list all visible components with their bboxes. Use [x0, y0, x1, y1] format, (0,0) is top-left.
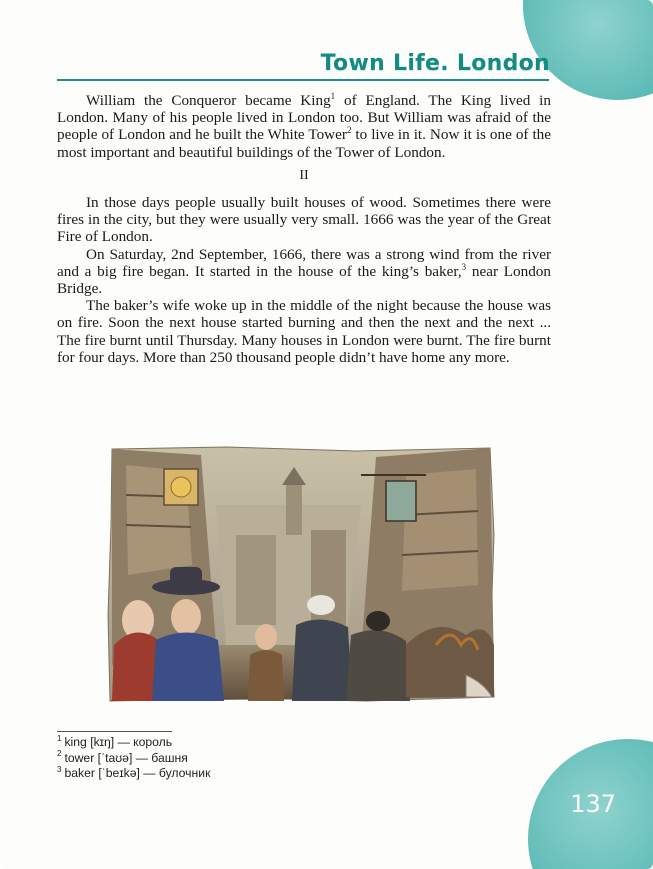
paragraph-3: [57, 246, 551, 298]
paragraph-3-text-b: near London Bridge.: [57, 262, 551, 298]
footnote-1: [57, 735, 210, 751]
page-title: Town Life. London: [320, 51, 550, 76]
footnote-text: king [kɪŋ] — король: [64, 735, 173, 749]
paragraph-4: The baker’s wife woke up in the middle of the night because the house was on fire. Soon the next house started burning and then the next and the next ... The fire burnt until Thursday. Many houses in London were burnt. The fire burnt for four days. More than 250 thousand people didn’t have home any more.: [57, 297, 551, 366]
footnotes: [57, 735, 210, 782]
paragraph-1: [57, 92, 551, 161]
decorative-corner-top: [523, 0, 653, 100]
footnote-number: 2: [57, 749, 62, 759]
paragraph-1-text-a: William the Conqueror became King: [86, 92, 331, 109]
footnote-number: 1: [57, 733, 62, 743]
footnote-number: 3: [57, 764, 62, 774]
section-marker: II: [299, 167, 309, 183]
body-text: [57, 92, 551, 366]
footnote-2: [57, 751, 210, 767]
great-fire-illustration: [106, 445, 496, 703]
footnote-ref-1: 1: [330, 90, 336, 101]
paragraph-1-text-c: to live in it. Now it is one of the most important and beautiful buildings of the Tower of London.: [57, 126, 551, 161]
footnote-ref-2: 2: [346, 125, 352, 136]
footnote-text: tower [ˈtaʊə] — башня: [64, 750, 188, 765]
paragraph-1-text-b: of England. The King lived in London. Many of his people lived in London too. But William was afraid of the people of London and he built the White Tower: [57, 92, 551, 144]
footnote-divider: [57, 731, 172, 732]
footnote-3: [57, 766, 210, 782]
paragraph-3-text-a: On Saturday, 2nd September, 1666, there was a strong wind from the river and a big fire began. It started in the house of the king’s baker,: [57, 245, 551, 280]
title-underline: [57, 79, 549, 81]
footnote-ref-3: 3: [461, 261, 467, 272]
paragraph-2: In those days people usually built houses of wood. Sometimes there were fires in the city, but they were usually very small. 1666 was the year of the Great Fire of London.: [57, 194, 551, 246]
footnote-text: baker [ˈbeɪkə] — булочник: [64, 766, 211, 780]
page-number: 137: [570, 790, 616, 818]
